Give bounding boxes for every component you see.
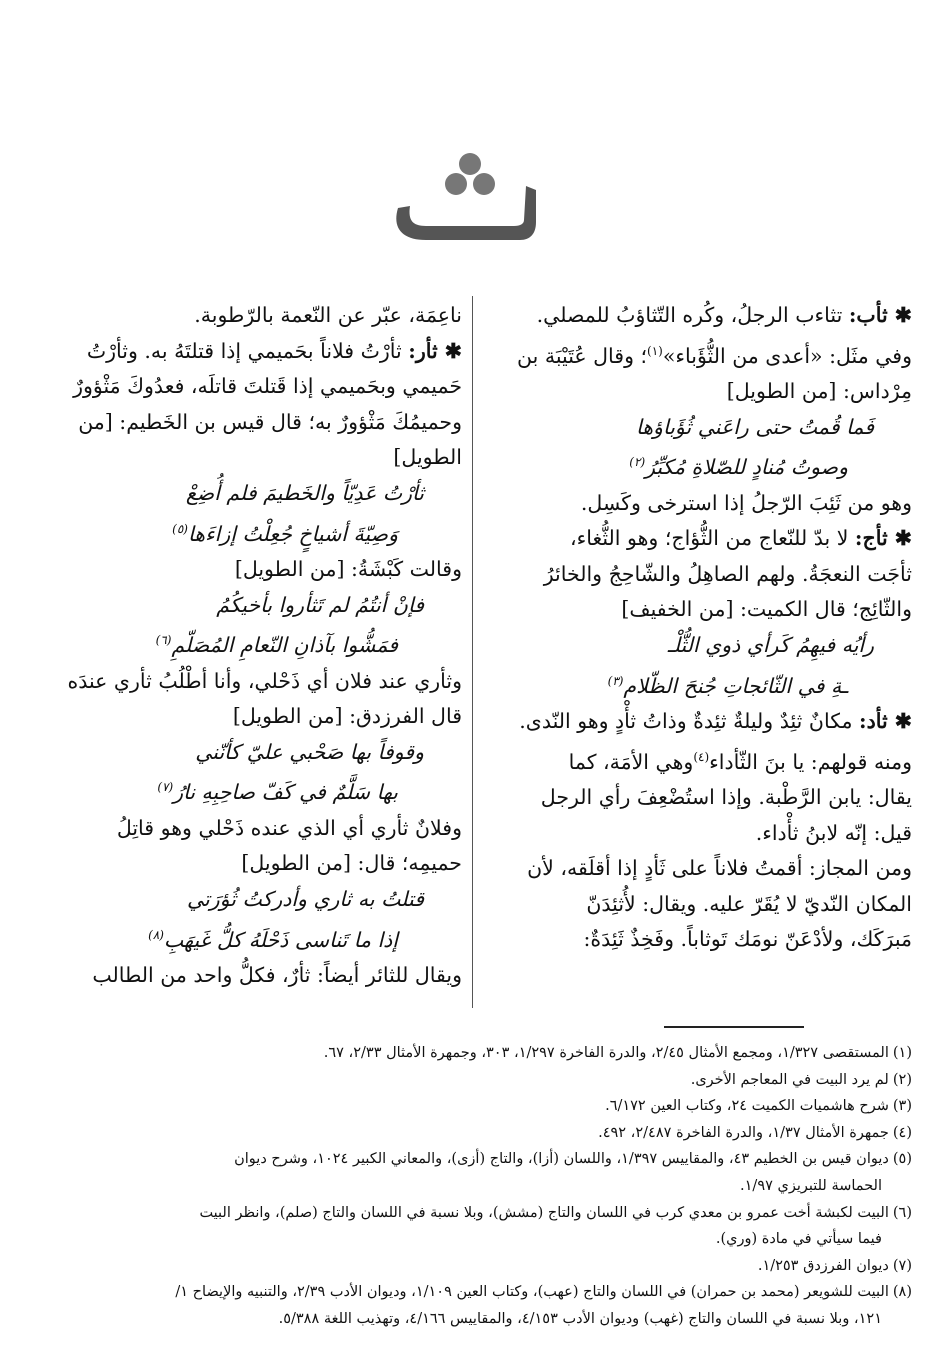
footnote-separator bbox=[664, 1026, 804, 1028]
verse-second-hemistich bbox=[44, 770, 462, 810]
line-text: مكانٌ ثئِدٌ وليلةٌ ثئِدةٌ وذاتُ ثأْدٍ وهو النّدى. bbox=[519, 709, 860, 734]
letter-label: ث bbox=[379, 150, 380, 151]
verse-second-hemistich bbox=[44, 512, 462, 552]
line-text: يقال: يابن الرَّطْبة. وإذا استُضْعِفَ رأي الرجل bbox=[540, 785, 912, 810]
footnote-text: البيت لكبشة أخت عمرو بن معدي كرب في اللسان والتاج (مشش)، وبلا نسبة في اللسان والتاج (صلم)، وانظر البيت bbox=[199, 1204, 889, 1221]
letter-tha-glyph bbox=[396, 186, 536, 240]
left-column bbox=[44, 298, 462, 1018]
line-text: تثاءب الرجلُ، وكُره التّثاؤبُ للمصلي. bbox=[536, 303, 849, 327]
footnote-number: (٨) bbox=[892, 1284, 912, 1301]
line-text: والثّائِج؛ قال الكميت: [من الخفيف] bbox=[621, 597, 912, 622]
line-text: وحميمُكَ مَثْؤورٌ به؛ قال قيس بن الخَطيم: [من bbox=[78, 409, 462, 434]
verse-second-hemistich bbox=[488, 664, 912, 704]
text-line bbox=[44, 811, 462, 847]
footnote-text: لم يرد البيت في المعاجم الأخرى. bbox=[690, 1071, 889, 1088]
footnote-text: ديوان قيس بن الخطيم ٤٣، والمقاييس ١/٣٩٧، واللسان (أزا)، والتاج (أزى)، والمعاني الكبير ١٠٢٤، وشرح ديوان bbox=[234, 1151, 889, 1168]
line-text: قتلتُ به ثاري وأدركتُ ثُؤرَتي bbox=[186, 886, 424, 911]
verse-first-hemistich bbox=[44, 588, 462, 624]
entry-star-icon: ✱ bbox=[887, 526, 912, 551]
verse-second-hemistich bbox=[44, 623, 462, 663]
verse-second-hemistich bbox=[488, 445, 912, 485]
line-text: لا بدّ للنّعاج من الثُّؤاج؛ وهو الثُّغاء، bbox=[569, 526, 855, 551]
line-text: وفلانٌ ثأري أي الذي عنده ذَحْلي وهو قاتِلُ bbox=[116, 815, 462, 840]
footnote-continuation: الحماسة للتبريزي ١/٩٧. bbox=[740, 1177, 882, 1194]
text-line bbox=[44, 298, 462, 334]
line-text: فإنْ أنتُمُ لم تَثأروا بأخيكُمُ bbox=[216, 592, 424, 617]
entry-headword: ثأد: bbox=[859, 709, 888, 734]
entry-line bbox=[488, 704, 912, 740]
line-text: حميمِه؛ قال: [من الطويل] bbox=[241, 851, 462, 876]
footnote-continuation: ١٢١، وبلا نسبة في اللسان والتاج (غهب) وديوان الأدب ٤/١٥٣، والمقاييس ٤/١٦٦، وتهذيب اللغة ٥/٣٨٨. bbox=[278, 1310, 882, 1327]
line-text: ناعِمَة، عبّر عن النّعمة بالرّطوبة. bbox=[194, 303, 462, 327]
entry-headword: ثأر: bbox=[408, 338, 438, 363]
text-line bbox=[488, 851, 912, 887]
line-text: قال الفرزدق: [من الطويل] bbox=[232, 704, 462, 729]
line-text: ومن المجاز: أقمتُ فلاناً على ثَأدٍ إذا أقلَقه، لأن bbox=[527, 856, 912, 881]
text-line bbox=[44, 846, 462, 882]
text-line bbox=[44, 699, 462, 735]
footnote-text: جمهرة الأمثال ١/٣٧، والدرة الفاخرة ٢/٤٨٧، ٤٩٢. bbox=[598, 1124, 889, 1141]
entry-line bbox=[44, 334, 462, 370]
line-text: ثأجَت النعجَةُ. ولهم الصاهِلُ والشّاحِجُ والخائرُ bbox=[543, 561, 912, 586]
footnote-item bbox=[84, 1200, 912, 1253]
text-line bbox=[44, 440, 462, 476]
line-text: وهو من ثَئِبَ الرّجلُ إذا استرخى وكَسِل. bbox=[580, 490, 912, 515]
footnote-item bbox=[84, 1120, 912, 1147]
footnote-number: (٣) bbox=[892, 1098, 912, 1115]
line-text: حَميمي وبحَميمي إذا قَتلتَ قاتلَه، فعدُوكَ مَثْؤورٌ bbox=[73, 374, 462, 399]
verse-first-hemistich bbox=[488, 410, 912, 446]
footnote-item bbox=[84, 1253, 912, 1280]
text-line bbox=[44, 369, 462, 405]
text-line bbox=[44, 405, 462, 441]
entry-headword: ثأب: bbox=[848, 303, 888, 327]
footnote-text: ديوان الفرزدق ١/٢٥٣. bbox=[757, 1257, 889, 1274]
verse-first-hemistich bbox=[44, 735, 462, 771]
line-text: ـةِ في الثّائجاتِ جُنحَ الظّلام bbox=[623, 673, 848, 698]
footnote-item bbox=[84, 1040, 912, 1067]
line-text: رأيُه فيهِمُ كَرأي ذوي الثُّلْـ bbox=[667, 633, 874, 657]
text-line bbox=[488, 816, 912, 852]
verse-first-hemistich bbox=[488, 628, 912, 664]
line-text: ومنه قولهم: يا بنَ الثّأداء bbox=[709, 749, 912, 774]
footnote-item bbox=[84, 1093, 912, 1120]
verse-first-hemistich bbox=[44, 476, 462, 512]
entry-star-icon: ✱ bbox=[887, 303, 912, 327]
line-tail: ؛ وقال عُتَيْبَة بن bbox=[517, 343, 647, 368]
verse-second-hemistich bbox=[44, 918, 462, 958]
footnote-reference: (٥) bbox=[172, 521, 188, 536]
text-line bbox=[44, 958, 462, 994]
footnote-number: (٦) bbox=[892, 1204, 912, 1221]
footnote-item bbox=[84, 1067, 912, 1094]
line-text: وَصِيّةَ أشياخٍ جُعِلْتُ إزاءَها bbox=[187, 521, 398, 546]
letter-heading-ornament bbox=[380, 150, 560, 250]
footnote-reference: (٨) bbox=[148, 927, 164, 942]
text-line bbox=[44, 664, 462, 700]
line-text: قيل: إنّه لابنُ ثأْداء. bbox=[755, 820, 912, 845]
right-column bbox=[488, 298, 912, 1018]
footnotes bbox=[84, 1040, 912, 1360]
footnote-reference: (٧) bbox=[157, 780, 174, 795]
footnote-item bbox=[84, 1146, 912, 1199]
entry-line bbox=[488, 298, 912, 334]
footnote-text: البيت للشويعر (محمد بن حمران) في اللسان والتاج (عهب)، وكتاب العين ١/١٠٩، وديوان الأدب ٢/٣٩، والتنبيه والإيضاح ١/ bbox=[175, 1284, 889, 1301]
footnote-reference: (٢) bbox=[629, 455, 646, 470]
text-line bbox=[488, 922, 912, 958]
footnote-item bbox=[84, 1279, 912, 1332]
text-line bbox=[488, 334, 912, 374]
footnote-number: (٥) bbox=[892, 1151, 912, 1168]
footnote-continuation: فيما سيأتي في مادة (وري). bbox=[715, 1231, 882, 1248]
footnote-number: (١) bbox=[892, 1045, 912, 1061]
text-line bbox=[488, 592, 912, 628]
line-text: وقوفاً بها صَحْبي عليّ كأنّني bbox=[195, 739, 424, 764]
verse-first-hemistich bbox=[44, 882, 462, 918]
line-text: فمَشُّوا بآذانِ النّعامِ المُصَلّمِ bbox=[171, 633, 398, 657]
footnote-number: (٢) bbox=[892, 1071, 912, 1088]
line-text: فَما قُمتُ حتى راعَني ثُؤَباؤها bbox=[636, 414, 874, 439]
line-text: الطويل] bbox=[393, 445, 462, 470]
footnote-reference: (٦) bbox=[155, 633, 172, 648]
entry-line bbox=[488, 521, 912, 557]
footnote-reference: (٣) bbox=[607, 673, 624, 688]
text-line bbox=[488, 557, 912, 593]
footnote-text: المستقصى ١/٣٢٧، ومجمع الأمثال ٢/٤٥، والدرة الفاخرة ١/٢٩٧، ٣٠٣، وجمهرة الأمثال ٢/٣٣، ٦٧. bbox=[323, 1045, 889, 1061]
line-text: بها سَلَّمٌ في كَفّ صاحِبِهِ نارُ bbox=[173, 780, 398, 805]
footnote-reference: (١) bbox=[647, 343, 663, 358]
line-text: وثأري عند فلان أي ذَحْلي، وأنا أطْلُبُ ثأري عندَه bbox=[67, 668, 462, 693]
line-text: ثأرْتُ عَدِيّاً والخَطيمَ فلم أُضِعْ bbox=[185, 480, 424, 505]
line-text: المكان النّديّ لا يُقَرّ عليه. ويقال: لأُثئِدَنّ bbox=[586, 891, 912, 916]
text-line bbox=[488, 486, 912, 522]
line-text: وصوتُ مُنادٍ للصّلاةِ مُكبِّرُ bbox=[645, 455, 848, 480]
line-text: ثأرْتُ فلاناً بحَميمي إذا قتلتَهُ به. وثأرْتُ bbox=[86, 338, 409, 363]
column-divider bbox=[472, 296, 473, 1008]
line-text: إذا ما تَناسى ذَحْلَهُ كلُّ غَيهَبِ bbox=[163, 927, 398, 952]
text-line bbox=[44, 552, 462, 588]
text-line bbox=[488, 780, 912, 816]
text-line bbox=[488, 374, 912, 410]
line-text: مِرْداس: [من الطويل] bbox=[726, 379, 912, 404]
entry-star-icon: ✱ bbox=[887, 709, 912, 734]
three-dots-ornament bbox=[445, 153, 495, 195]
footnote-number: (٤) bbox=[892, 1124, 912, 1141]
footnote-number: (٧) bbox=[892, 1257, 912, 1274]
text-line bbox=[488, 740, 912, 780]
text-line bbox=[488, 887, 912, 923]
line-text: مَبرَكَك، ولأدْعَنّ نومَك تَوثاباً. وفَخِذٌ ثَئِدَةٌ: bbox=[583, 927, 912, 952]
line-text: وقالت كَبْشَةُ: [من الطويل] bbox=[234, 556, 462, 581]
footnote-reference: (٤) bbox=[693, 749, 710, 764]
footnote-text: شرح هاشميات الكميت ٢٤، وكتاب العين ٦/١٧٢. bbox=[605, 1098, 889, 1115]
line-tail: وهي الأمَة، كما bbox=[568, 749, 694, 774]
entry-headword: ثأج: bbox=[854, 526, 888, 551]
entry-star-icon: ✱ bbox=[437, 338, 462, 363]
line-text: وفي مثَل: «أعدى من الثُّؤَباء» bbox=[662, 343, 912, 368]
line-text: ويقال للثائر أيضاً: ثأرٌ، فكلُّ واحد من الطالب bbox=[92, 963, 462, 987]
